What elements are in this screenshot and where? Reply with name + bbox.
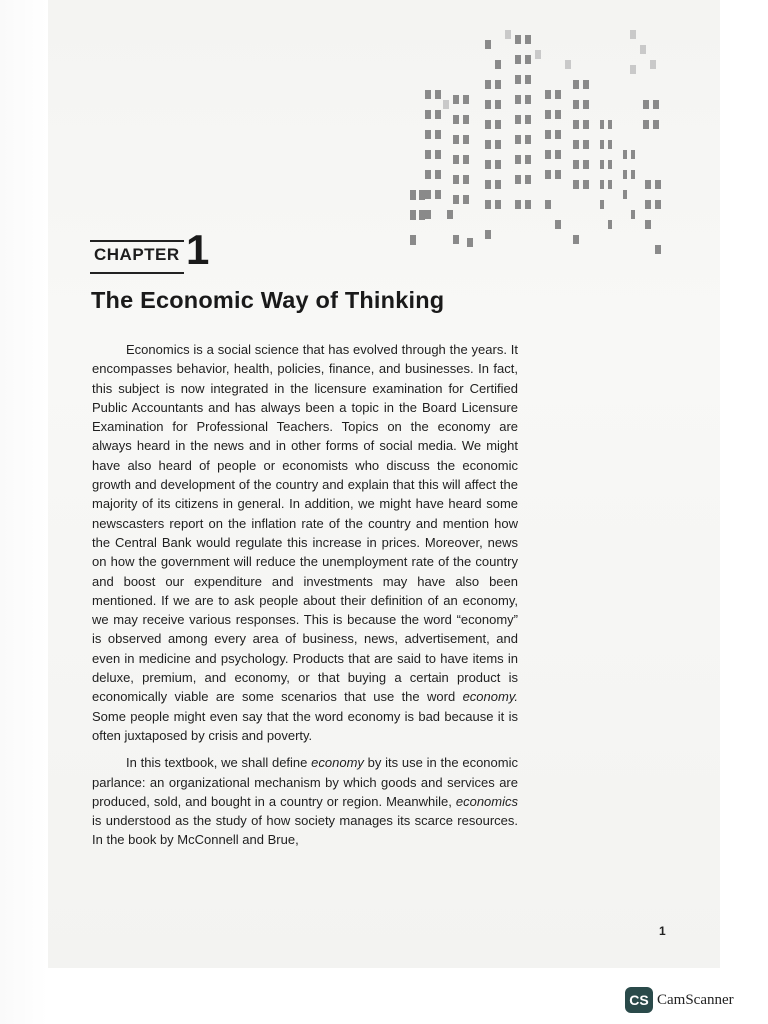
paragraph-2: In this textbook, we shall define economy by its use in the economic parlance: an organizational mechanism by which goods and services are produced, sold, and bought in a country or region. Meanwhile, economics is understood as the study of how society manages its scarce resources. In the book by McConnell and Brue, [92,755,518,848]
chapter-number: 1 [186,226,210,273]
chapter-label: CHAPTER [90,240,184,274]
camscanner-logo-icon: CS [625,987,653,1013]
body-text [92,340,518,858]
chapter-title: The Economic Way of Thinking [91,287,445,313]
paragraph-1: Economics is a social science that has evolved through the years. It encompasses behavior, health, policies, finance, and businesses. In fact, this subject is now integrated in the licensure examination for Certified Public Accountants and has always been a topic in the Board Licensure Examination for Professional Teachers. Topics on the economy are always heard in the news and in other forms of social media. We might have also heard of people or economists who discuss the economic growth and development of the country and explain that this will affect the majority of its citizens in general. In addition, we might have heard some newscasters report on the inflation rate of the country and mention how the Central Bank would regulate this increase in prices. Moreover, news on how the government will reduce the unemployment rate of the country and boost our expenditure and investments may have also been mentioned. If we are to ask people about their definition of an economy, we may receive various responses. This is because the word “economy” is observed among every area of business, news, advertisement, and even in medicine and psychology. Products that are said to have items in deluxe, premium, and economy, or that buying a certain product is economically viable are some scenarios that use the word economy. Some people might even say that the word economy is bad because it is often juxtaposed by crisis and poverty. [92,342,518,743]
city-buildings-illustration [405,20,675,270]
page-number: 1 [659,924,666,938]
camscanner-name: CamScanner [657,991,734,1008]
scan-margin [0,0,48,1024]
camscanner-watermark [625,986,734,1014]
